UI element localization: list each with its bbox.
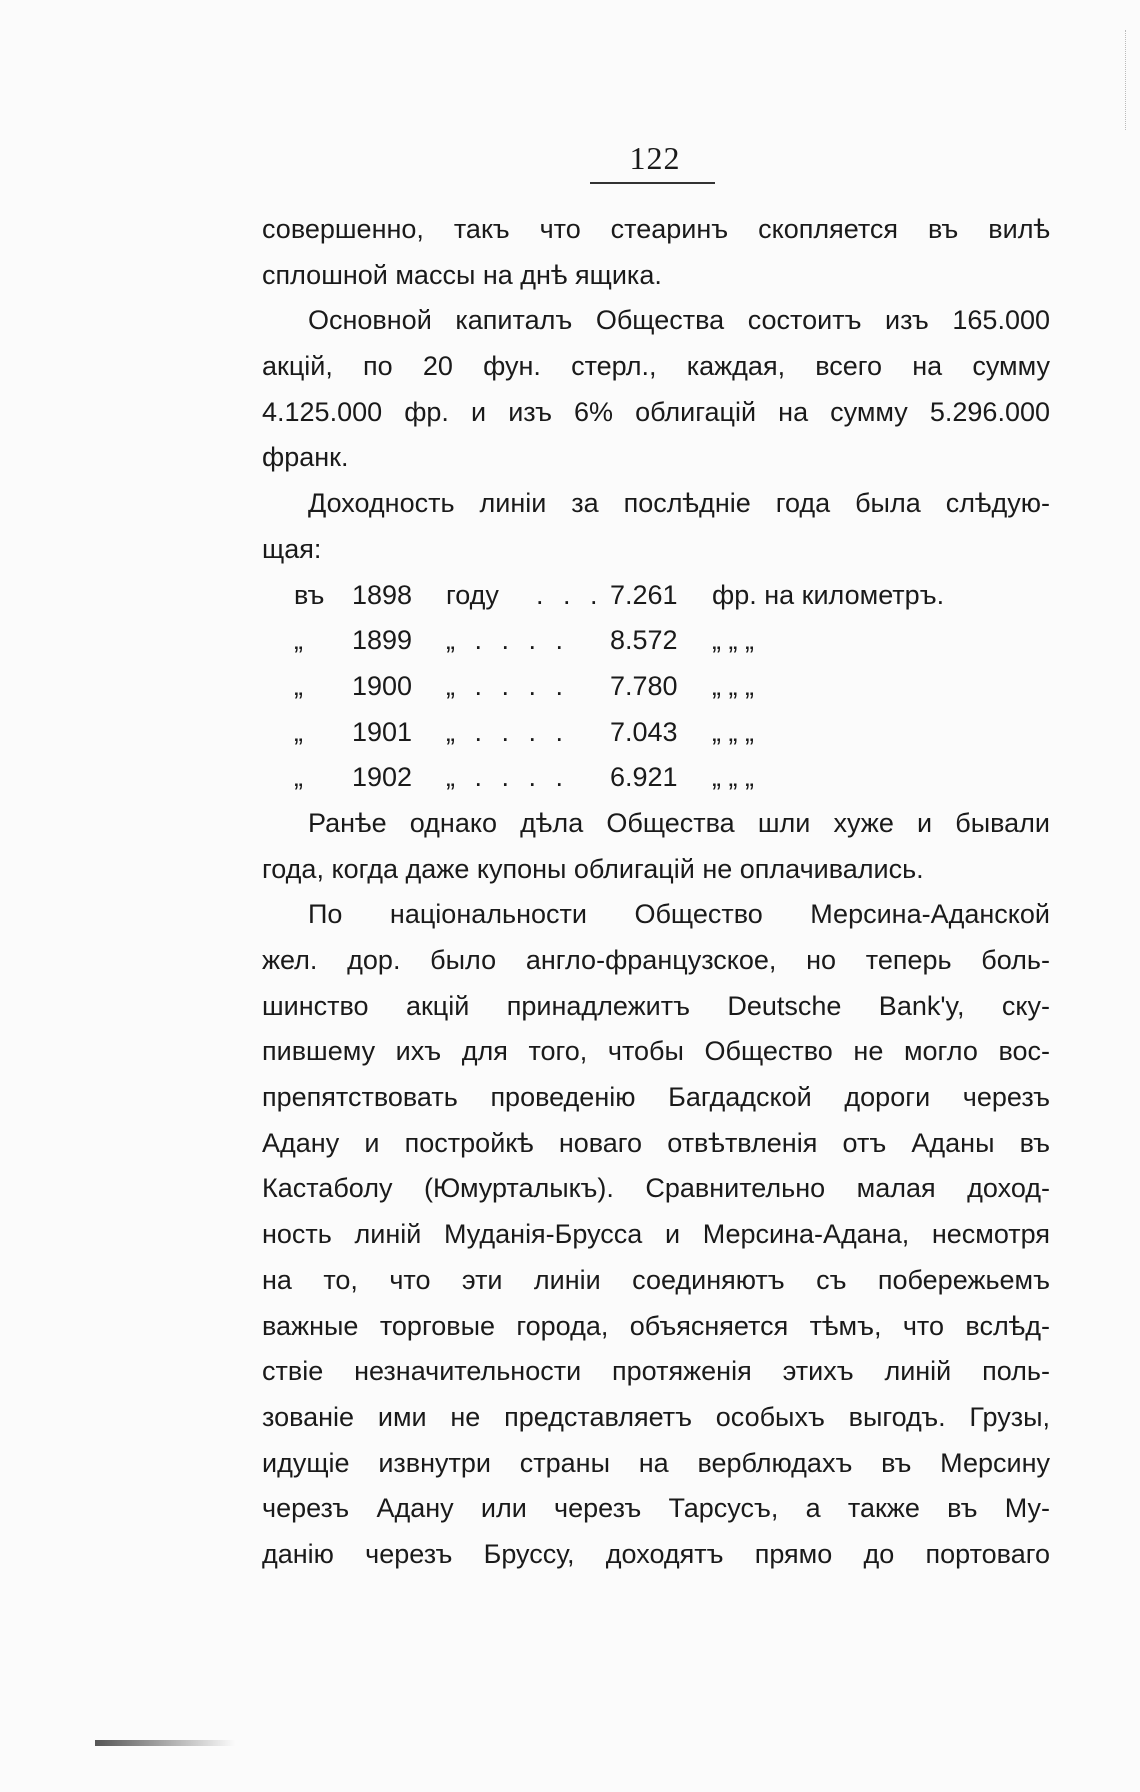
- text-line: совершенно, такъ что стеаринъ скопляется въ вилѣ: [262, 214, 1050, 244]
- text-line: данію черезъ Бруссу, доходятъ прямо до портоваго: [262, 1538, 1050, 1569]
- row-dots: „ . . . .: [446, 762, 570, 793]
- table-row: [262, 664, 1050, 710]
- body-text: [262, 207, 1050, 1578]
- text-line: По національности Общество Мерсина-Аданской: [308, 899, 1050, 930]
- table-row: [262, 755, 1050, 801]
- text-line: зованіе ими не представляетъ особыхъ выгодъ. Грузы,: [262, 1401, 1050, 1432]
- text-line: Кастаболу (Юмурталыкъ). Сравнительно малая доход-: [262, 1173, 1050, 1204]
- text-line: Основной капиталъ Общества состоитъ изъ 165.000: [308, 305, 1050, 336]
- row-value: 7.261: [610, 579, 678, 610]
- row-year: 1902: [352, 762, 413, 793]
- row-dots: „ . . . .: [446, 670, 570, 701]
- row-year: 1898: [352, 579, 413, 610]
- row-value: 7.043: [610, 716, 678, 747]
- row-year: 1899: [352, 625, 413, 656]
- text-line: идущіе извнутри страны на верблюдахъ въ Мерсину: [262, 1447, 1050, 1478]
- scan-smudge: [95, 1740, 235, 1746]
- yield-table: [262, 573, 1050, 801]
- row-unit: фр. на километръ.: [712, 579, 945, 610]
- text-line: франк.: [262, 442, 349, 473]
- row-unit: „ „ „: [712, 762, 754, 793]
- row-unit: „ „ „: [712, 670, 754, 701]
- row-dots: „ . . . .: [446, 716, 570, 747]
- text-line: Адану и постройкѣ новаго отвѣтвленія отъ Аданы въ: [262, 1127, 1050, 1158]
- text-line: черезъ Адану или черезъ Тарсусъ, а также въ Му-: [262, 1493, 1050, 1524]
- row-value: 8.572: [610, 625, 678, 656]
- row-value: 6.921: [610, 762, 678, 793]
- text-line: ность линій Муданія-Бруссa и Мерсина-Адана, несмотря: [262, 1219, 1050, 1250]
- paragraph-block-2: [262, 801, 1050, 1578]
- text-line: важные торговые города, объясняется тѣмъ, что вслѣд-: [262, 1310, 1050, 1341]
- text-line: 4.125.000 фр. и изъ 6% облигацій на сумму 5.296.000: [262, 396, 1050, 427]
- row-prefix: „: [294, 716, 303, 747]
- row-dots: „ . . . .: [446, 625, 570, 656]
- text-line: пившему ихъ для того, чтобы Общество не могло вос-: [262, 1036, 1050, 1067]
- row-value: 7.780: [610, 670, 678, 701]
- paragraph-block-1: [262, 207, 1050, 573]
- text-line: препятствовать проведенію Багдадской дороги черезъ: [262, 1082, 1050, 1113]
- text-line: ствіе незначительности протяженія этихъ линій поль-: [262, 1356, 1050, 1387]
- text-line: Ранѣе однако дѣла Общества шли хуже и бывали: [308, 807, 1050, 838]
- row-prefix: „: [294, 762, 303, 793]
- row-extra: году: [446, 579, 499, 610]
- text-line: акцій, по 20 фун. стерл., каждая, всего на сумму: [262, 351, 1050, 382]
- text-line: жел. дор. было англо-французское, но теперь боль-: [262, 945, 1050, 975]
- text-line: шинство акцій принадлежитъ Deutsche Bank'y, ску-: [262, 990, 1050, 1021]
- scan-margin-marks: [1125, 30, 1132, 130]
- table-row: [262, 710, 1050, 756]
- text-line: Доходность линіи за послѣдніе года была слѣдую-: [308, 488, 1050, 519]
- text-line: на то, что эти линіи соединяютъ съ побережьемъ: [262, 1264, 1050, 1295]
- row-prefix: въ: [294, 579, 325, 610]
- row-prefix: „: [294, 625, 303, 656]
- row-prefix: „: [294, 670, 303, 701]
- text-line: сплошной массы на днѣ ящика.: [262, 259, 662, 290]
- text-line: щая:: [262, 533, 322, 564]
- row-year: 1901: [352, 716, 413, 747]
- row-year: 1900: [352, 670, 413, 701]
- row-unit: „ „ „: [712, 716, 754, 747]
- text-line: года, когда даже купоны облигацій не оплачивались.: [262, 853, 924, 884]
- page-number-rule: [590, 182, 715, 184]
- row-dots: . . .: [536, 579, 604, 610]
- page-number: 122: [629, 140, 681, 176]
- table-row: [262, 618, 1050, 664]
- table-row: [262, 573, 1050, 619]
- row-unit: „ „ „: [712, 625, 754, 656]
